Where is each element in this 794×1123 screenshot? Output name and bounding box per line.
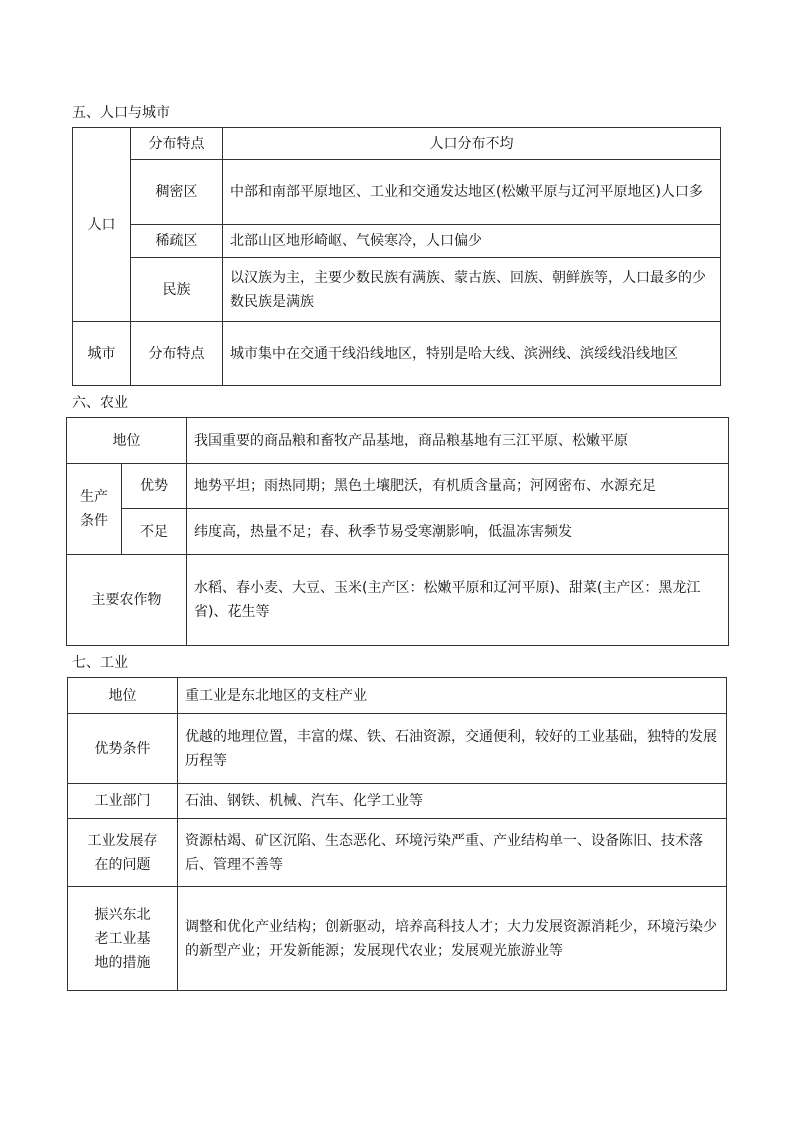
- agri-status-value: 我国重要的商品粮和畜牧产品基地，商品粮基地有三江平原、松嫩平原: [187, 418, 729, 464]
- problems-value: 资源枯竭、矿区沉陷、生态恶化、环境污染严重、产业结构单一、设备陈旧、技术落后、管理不善等: [178, 819, 727, 887]
- ind-status-label: 地位: [68, 678, 178, 714]
- city-label: 城市: [73, 322, 131, 386]
- measures-value: 调整和优化产业结构；创新驱动，培养高科技人才；大力发展资源消耗少，环境污染少的新型产业；开发新能源；发展现代农业；发展观光旅游业等: [178, 887, 727, 991]
- section5-heading: 五、人口与城市: [72, 105, 170, 121]
- population-label: 人口: [73, 128, 131, 322]
- dense-label: 稠密区: [131, 160, 223, 225]
- measures-label: 振兴东北老工业基地的措施: [68, 887, 178, 991]
- agriculture-table: [66, 417, 729, 646]
- sectors-value: 石油、钢铁、机械、汽车、化学工业等: [178, 784, 727, 819]
- shortage-label: 不足: [122, 509, 187, 555]
- ethnic-value: 以汉族为主，主要少数民族有满族、蒙古族、回族、朝鲜族等，人口最多的少数民族是满族: [223, 258, 721, 322]
- crops-label: 主要农作物: [67, 555, 187, 646]
- sparse-label: 稀疏区: [131, 225, 223, 258]
- city-feature-value: 城市集中在交通干线沿线地区，特别是哈大线、滨洲线、滨绥线沿线地区: [223, 322, 721, 386]
- industry-table: [67, 677, 727, 991]
- crops-value: 水稻、春小麦、大豆、玉米(主产区：松嫩平原和辽河平原)、甜菜(主产区：黑龙江省)、花生等: [187, 555, 729, 646]
- ethnic-label: 民族: [131, 258, 223, 322]
- dist-feature-label: 分布特点: [131, 128, 223, 160]
- sectors-label: 工业部门: [68, 784, 178, 819]
- shortage-value: 纬度高，热量不足；春、秋季节易受寒潮影响，低温冻害频发: [187, 509, 729, 555]
- section7-heading: 七、工业: [72, 655, 128, 671]
- advantage-value: 地势平坦；雨热同期；黑色土壤肥沃，有机质含量高；河网密布、水源充足: [187, 464, 729, 509]
- ind-advantage-label: 优势条件: [68, 714, 178, 784]
- conditions-label: 生产条件: [67, 464, 122, 555]
- population-city-table: [72, 127, 721, 386]
- advantage-label: 优势: [122, 464, 187, 509]
- section6-heading: 六、农业: [72, 395, 128, 411]
- city-feature-label: 分布特点: [131, 322, 223, 386]
- sparse-value: 北部山区地形崎岖、气候寒冷，人口偏少: [223, 225, 721, 258]
- dist-feature-value: 人口分布不均: [223, 128, 721, 160]
- agri-status-label: 地位: [67, 418, 187, 464]
- ind-advantage-value: 优越的地理位置，丰富的煤、铁、石油资源，交通便利，较好的工业基础，独特的发展历程等: [178, 714, 727, 784]
- ind-status-value: 重工业是东北地区的支柱产业: [178, 678, 727, 714]
- problems-label: 工业发展存在的问题: [68, 819, 178, 887]
- dense-value: 中部和南部平原地区、工业和交通发达地区(松嫩平原与辽河平原地区)人口多: [223, 160, 721, 225]
